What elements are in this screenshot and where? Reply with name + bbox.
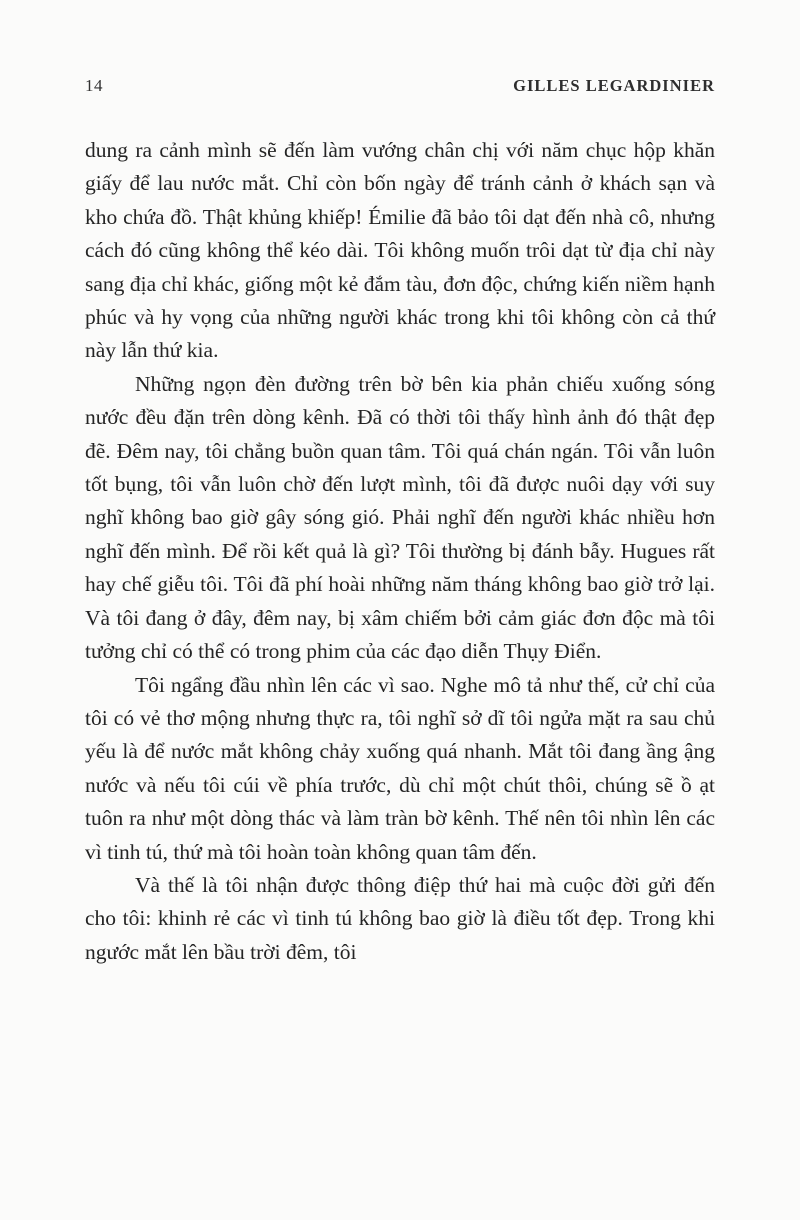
paragraph: dung ra cảnh mình sẽ đến làm vướng chân chị với năm chục hộp khăn giấy để lau nước mắt. Chỉ còn bốn ngày để tránh cảnh ở khách sạn và kho chứa đồ. Thật khủng khiếp! Émilie đã bảo tôi dạt đến nhà cô, nhưng cách đó cũng không thể kéo dài. Tôi không muốn trôi dạt từ địa chỉ này sang địa chỉ khác, giống một kẻ đắm tàu, đơn độc, chứng kiến niềm hạnh phúc và hy vọng của những người khác trong khi tôi không còn cả thứ này lẫn thứ kia. — [85, 138, 715, 363]
page-number: 14 — [85, 76, 103, 95]
page-header — [85, 76, 715, 96]
body-text — [85, 134, 715, 969]
paragraph: Những ngọn đèn đường trên bờ bên kia phản chiếu xuống sóng nước đều đặn trên dòng kênh. Đã có thời tôi thấy hình ảnh đó thật đẹp đẽ. Đêm nay, tôi chẳng buồn quan tâm. Tôi quá chán ngán. Tôi vẫn luôn tốt bụng, tôi vẫn luôn chờ đến lượt mình, tôi đã được nuôi dạy với suy nghĩ không bao giờ gây sóng gió. Phải nghĩ đến người khác nhiều hơn nghĩ đến mình. Để rồi kết quả là gì? Tôi thường bị đánh bẫy. Hugues rất hay chế giễu tôi. Tôi đã phí hoài những năm tháng không bao giờ trở lại. Và tôi đang ở đây, đêm nay, bị xâm chiếm bởi cảm giác đơn độc mà tôi tưởng chỉ có thể có trong phim của các đạo diễn Thụy Điển. — [85, 371, 715, 664]
running-head-author: GILLES LEGARDINIER — [513, 76, 715, 95]
paragraph: Tôi ngẩng đầu nhìn lên các vì sao. Nghe mô tả như thế, cử chỉ của tôi có vẻ thơ mộng nhưng thực ra, tôi nghĩ sở dĩ tôi ngửa mặt ra sau chủ yếu là để nước mắt không chảy xuống quá nhanh. Mắt tôi đang ầng ậng nước và nếu tôi cúi về phía trước, dù chỉ một chút thôi, chúng sẽ ồ ạt tuôn ra như một dòng thác và làm tràn bờ kênh. Thế nên tôi nhìn lên các vì tinh tú, thứ mà tôi hoàn toàn không quan tâm đến. — [85, 672, 715, 864]
paragraph: Và thế là tôi nhận được thông điệp thứ hai mà cuộc đời gửi đến cho tôi: khinh rẻ các vì tinh tú không bao giờ là điều tốt đẹp. Trong khi ngước mắt lên bầu trời đêm, tôi — [85, 872, 715, 964]
